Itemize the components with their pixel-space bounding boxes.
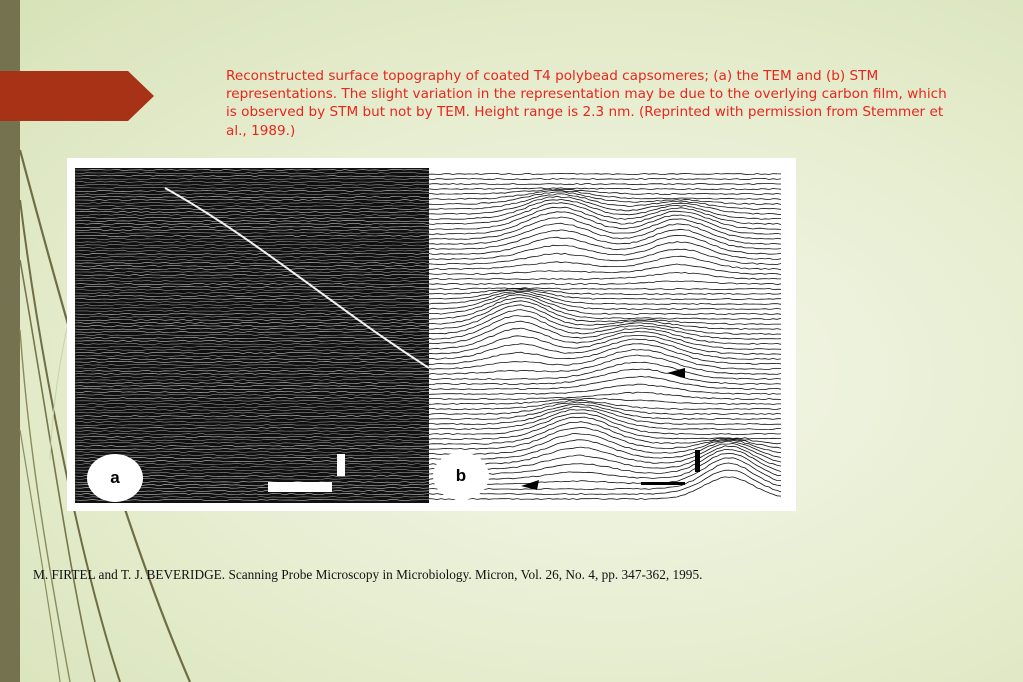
stm-profile-line xyxy=(429,184,781,185)
tem-scan-line xyxy=(75,199,429,201)
tem-scan-line xyxy=(75,265,429,267)
stm-profile-line xyxy=(429,298,781,320)
tem-scan-line xyxy=(75,319,429,321)
stm-profile-line xyxy=(429,362,781,379)
tem-scan-line xyxy=(75,310,429,312)
tem-scan-line xyxy=(75,454,429,456)
stm-profile-line xyxy=(429,288,781,290)
tem-scan-line xyxy=(75,307,429,309)
citation-text: M. FIRTEL and T. J. BEVERIDGE. Scanning Probe Microscopy in Microbiology. Micron, Vol. 26, No. 4, pp. 347-362, 1995. xyxy=(33,567,703,582)
panel-label-b: b xyxy=(433,452,489,500)
tem-scan-line xyxy=(75,343,429,345)
figure-caption: Reconstructed surface topography of coated T4 polybead capsomeres; (a) the TEM and (b) STM representations. The slight variation in the representation may be due to the overlying carbon film, which is observed by STM but not by TEM. Height range is 2.3 nm. (Reprinted with permission from Stemmer et al., 1989.) xyxy=(226,68,947,139)
tem-scan-line xyxy=(75,451,429,453)
tem-scan-line xyxy=(75,178,429,180)
tem-scan-line xyxy=(75,271,429,273)
tem-scan-line xyxy=(75,373,429,375)
tem-scan-line xyxy=(75,499,429,501)
tem-scan-line xyxy=(75,211,429,213)
tem-scan-line xyxy=(75,295,429,296)
tem-scan-line xyxy=(75,352,429,354)
tem-scan-line xyxy=(75,301,429,303)
tem-scan-line xyxy=(75,421,429,423)
tem-scan-line xyxy=(75,238,429,240)
tem-scan-line xyxy=(75,439,429,441)
tem-scan-line xyxy=(75,349,429,351)
stm-profile-line xyxy=(429,203,781,225)
tem-scan-line xyxy=(75,214,429,216)
tem-scan-line xyxy=(75,433,429,435)
tem-scan-line xyxy=(75,424,429,426)
tem-texture xyxy=(75,168,429,503)
stm-profile-line xyxy=(429,178,781,179)
tem-scan-line xyxy=(75,247,429,249)
stm-profile-line xyxy=(429,400,781,409)
stm-profile-line xyxy=(429,281,781,285)
tem-scan-line xyxy=(75,337,429,339)
tem-scan-line xyxy=(75,286,429,288)
tem-scan-line xyxy=(75,313,429,315)
tem-scan-line xyxy=(75,391,429,393)
tem-scan-line xyxy=(75,253,429,255)
tem-scan-line xyxy=(75,316,429,318)
scale-bar-horizontal-a xyxy=(268,482,332,492)
tem-scan-line xyxy=(75,187,429,189)
tem-scan-line xyxy=(75,274,429,276)
tem-scan-line xyxy=(75,406,429,408)
tem-scan-line xyxy=(75,370,429,372)
stm-panel-b xyxy=(429,168,784,503)
stm-profile-line xyxy=(429,305,781,330)
scale-bar-vertical-a xyxy=(337,454,345,476)
tem-scan-line xyxy=(75,322,429,324)
stm-profile-line xyxy=(429,190,781,199)
arrowhead-marker xyxy=(521,480,539,490)
tem-scan-line xyxy=(75,448,429,449)
tem-scan-line xyxy=(75,205,429,207)
tem-scan-line xyxy=(75,412,429,414)
microscopy-figure xyxy=(67,158,796,511)
tem-scan-line xyxy=(75,226,429,228)
tem-scan-line xyxy=(75,394,429,396)
stm-topography-lines xyxy=(429,168,784,503)
tem-scan-line xyxy=(75,280,429,282)
tem-scan-line xyxy=(75,181,429,183)
tem-scan-line xyxy=(75,334,429,336)
panel-label-a: a xyxy=(87,454,143,502)
tem-scan-line xyxy=(75,358,429,360)
stm-profile-line xyxy=(429,295,781,315)
tem-scan-line xyxy=(75,235,429,237)
tem-scan-line xyxy=(75,259,429,261)
tem-scan-line xyxy=(75,184,429,186)
tem-scan-line xyxy=(75,256,429,258)
tem-scan-line xyxy=(75,442,429,444)
tem-scan-line xyxy=(75,436,429,438)
stm-profile-line xyxy=(429,404,781,419)
stm-profile-line xyxy=(429,249,781,264)
tem-scan-line xyxy=(75,400,429,402)
stm-profile-line xyxy=(429,301,781,325)
tem-scan-line xyxy=(75,364,429,366)
tem-scan-line xyxy=(75,298,429,300)
tem-scan-line xyxy=(75,367,429,369)
stm-profile-line xyxy=(429,369,781,385)
tem-scan-line xyxy=(75,220,429,222)
tem-scan-line xyxy=(75,415,429,417)
tem-scan-line xyxy=(75,376,429,378)
tem-scan-line xyxy=(75,388,429,390)
tem-scan-line xyxy=(75,325,429,327)
tem-scan-line xyxy=(75,175,429,177)
tem-scan-line xyxy=(75,172,429,174)
scale-bar-horizontal-b xyxy=(641,482,685,485)
tem-scan-line xyxy=(75,292,429,294)
tem-scan-line xyxy=(75,379,429,381)
tem-scan-line xyxy=(75,397,429,399)
tem-scan-line xyxy=(75,229,429,231)
tem-scan-line xyxy=(75,361,429,363)
tem-scan-line xyxy=(75,355,429,356)
tem-scan-line xyxy=(75,208,429,210)
tem-scan-line xyxy=(75,427,429,429)
tem-scan-line xyxy=(75,232,429,234)
stm-profile-line xyxy=(429,189,781,195)
tem-scan-line xyxy=(75,403,429,405)
stm-profile-line xyxy=(429,398,781,404)
tem-scan-line xyxy=(75,244,429,246)
tem-panel-a xyxy=(75,168,429,503)
tem-scan-line xyxy=(75,217,429,219)
stm-profile-line xyxy=(429,344,781,365)
tem-scan-line xyxy=(75,193,429,195)
tem-scan-line xyxy=(75,304,429,306)
tem-scan-line xyxy=(75,223,429,225)
tem-scan-line xyxy=(75,382,429,384)
tem-scan-line xyxy=(75,196,429,198)
title-arrow-tab xyxy=(0,71,154,121)
tem-scan-line xyxy=(75,346,429,348)
tem-scan-line xyxy=(75,289,429,291)
tem-scan-line xyxy=(75,250,429,252)
tem-scan-line xyxy=(75,268,429,270)
tem-scan-line xyxy=(75,445,429,447)
tem-scan-line xyxy=(75,328,429,330)
tem-scan-line xyxy=(75,340,429,342)
stm-profile-line xyxy=(429,173,781,174)
tem-scan-line xyxy=(75,169,429,171)
tem-scan-line xyxy=(75,430,429,431)
tem-scan-line xyxy=(75,262,429,264)
tem-scan-line xyxy=(75,418,429,420)
tem-scan-line xyxy=(75,283,429,285)
tem-scan-line xyxy=(75,409,429,411)
tem-scan-line xyxy=(75,385,429,387)
tem-scan-line xyxy=(75,277,429,279)
scale-bar-vertical-b xyxy=(695,450,700,472)
stm-profile-line xyxy=(429,290,781,300)
tem-scan-line xyxy=(75,202,429,204)
stm-profile-line xyxy=(429,188,781,190)
tem-scan-line xyxy=(75,190,429,192)
stm-profile-line xyxy=(429,272,781,279)
